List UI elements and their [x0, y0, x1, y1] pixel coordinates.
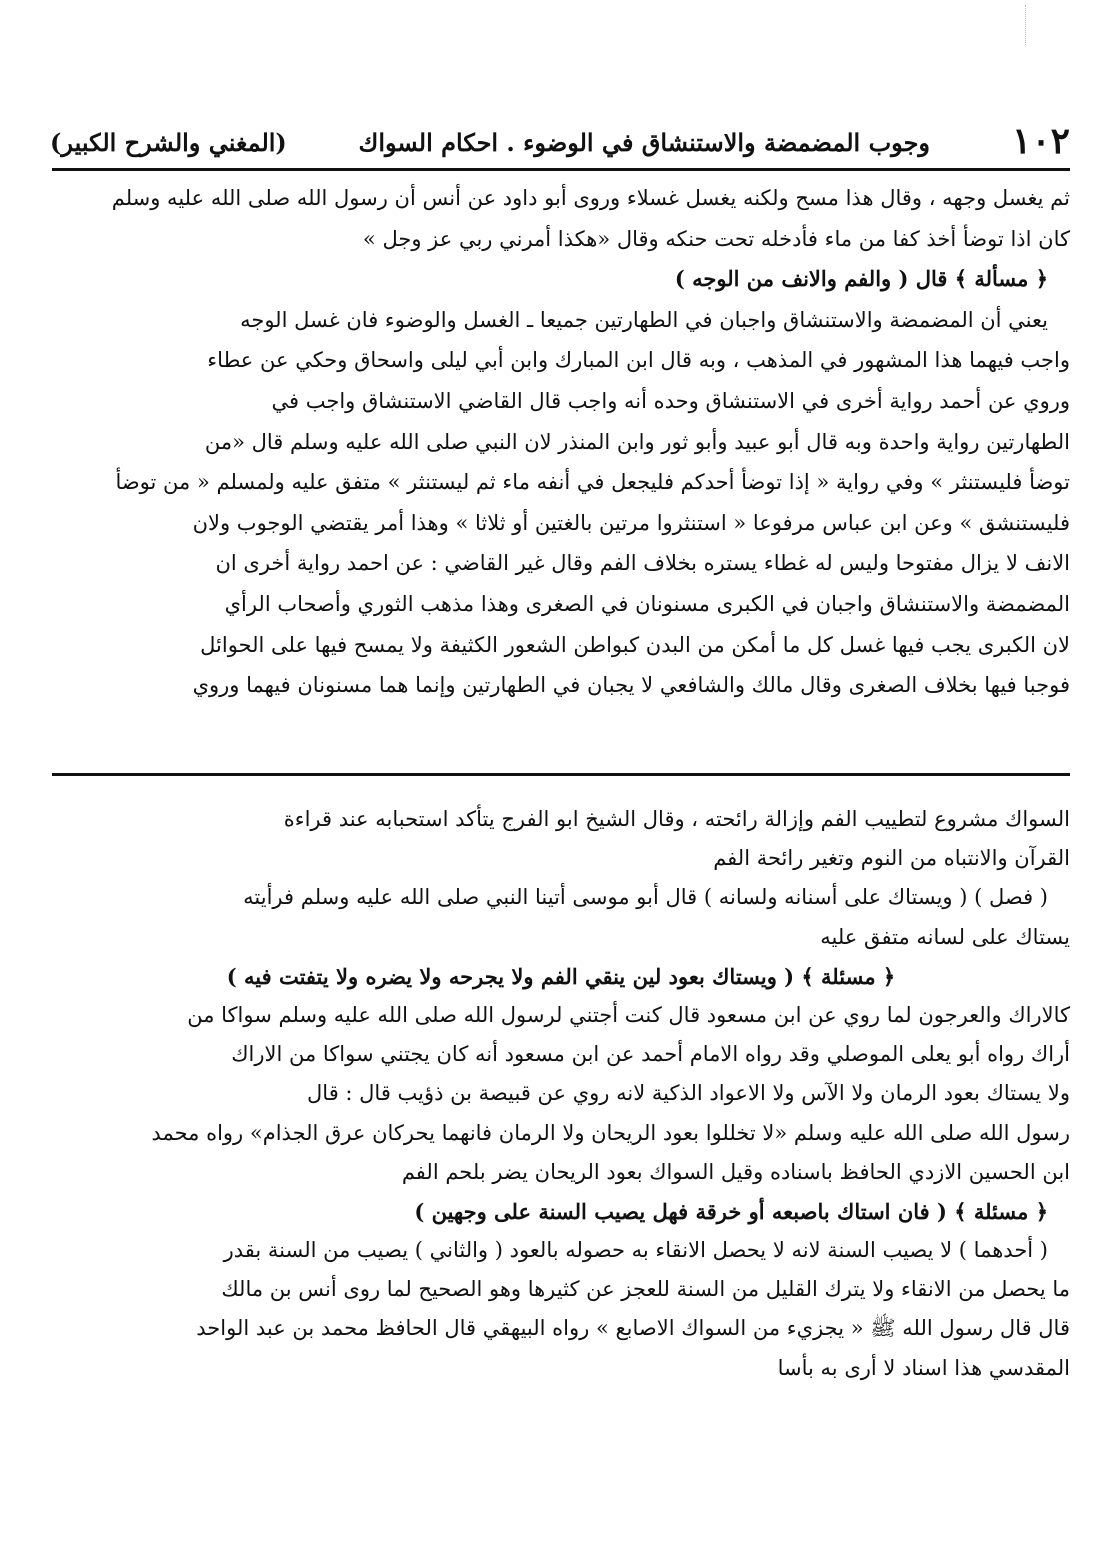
text-line: فوجبا فيها بخلاف الصغرى وقال مالك والشافعي لا يجبان في الطهارتين وإنما هما مسنونان فيهما وروي — [192, 673, 1070, 698]
text-line: ما يحصل من الانقاء ولا يترك القليل من السنة للعجز عن كثيرها وهو الصحيح لما روى أنس بن مالك — [221, 1277, 1070, 1302]
text-line: أراك رواه أبو يعلى الموصلي وقد رواه الامام أحمد عن ابن مسعود أنه كان يجتني سواكا من الاراك — [231, 1042, 1070, 1067]
text-line: ثم يغسل وجهه ، وقال هذا مسح ولكنه يغسل غسلاء وروى أبو داود عن أنس أن رسول الله صلى الله عليه وسلم — [111, 186, 1070, 210]
text-line: المقدسي هذا اسناد لا أرى به بأسا — [777, 1355, 1070, 1380]
text-line: السواك مشروع لتطييب الفم وإزالة رائحته ، وقال الشيخ ابو الفرج يتأكد استحبابه عند قراءة — [283, 807, 1070, 831]
header-rule — [52, 168, 1070, 171]
upper-text-block — [52, 178, 1070, 706]
text-line: كالاراك والعرجون لما روي عن ابن مسعود قال كنت أجتني لرسول الله صلى الله عليه وسلم سواكا من — [187, 1002, 1070, 1027]
book-title: (المغني والشرح الكبير) — [50, 128, 287, 157]
text-line: واجب فيهما هذا المشهور في المذهب ، وبه قال ابن المبارك وابن أبي ليلى واسحاق وحكي عن عطاء — [207, 348, 1070, 373]
section-heading: ﴿ مسئلة ﴾ ( ويستاك بعود لين ينقي الفم ولا يجرحه ولا يضره ولا يتفتت فيه ) — [226, 963, 896, 989]
text-line: يعني أن المضمضة والاستنشاق واجبان في الطهارتين جميعا ـ الغسل والوضوء فان غسل الوجه — [240, 307, 1048, 332]
text-line: توضأ فليستنثر » وفي رواية « إذا توضأ أحدكم فليجعل في أنفه ماء ثم ليستنثر » متفق عليه ولمسلم « من توضأ — [115, 470, 1070, 495]
running-title: وجوب المضمضة والاستنشاق في الوضوء . احكام السواك — [358, 128, 930, 157]
section-heading: ﴿ مسألة ﴾ قال ( والفم والانف من الوجه ) — [674, 266, 1048, 292]
text-line: وروي عن أحمد رواية أخرى في الاستنشاق وحده أنه واجب قال القاضي الاستنشاق واجب في — [271, 388, 1070, 413]
text-line: فليستنشق » وعن ابن عباس مرفوعا « استنثروا مرتين بالغتين أو ثلاثا » وهذا أمر يقتضي الوجوب ولان — [192, 510, 1070, 535]
page-number: ١٠٢ — [1011, 120, 1070, 162]
text-line: الانف لا يزال مفتوحا وليس له غطاء يستره بخلاف الفم وقال غير القاضي : عن احمد رواية أخرى ان — [215, 551, 1070, 576]
section-divider — [52, 773, 1070, 776]
text-line: الطهارتين رواية واحدة وبه قال أبو عبيد وأبو ثور وابن المنذر لان النبي صلى الله عليه وسلم قال «من — [204, 429, 1070, 454]
text-line: ( فصل ) ( ويستاك على أسنانه ولسانه ) قال أبو موسى أتينا النبي صلى الله عليه وسلم فرأيته — [243, 885, 1048, 910]
text-line: كان اذا توضأ أخذ كفا من ماء فأدخله تحت حنكه وقال «هكذا أمرني ربي عز وجل » — [362, 226, 1070, 251]
text-line: القرآن والانتباه من النوم وتغير رائحة الفم — [713, 846, 1070, 871]
text-line: ولا يستاك بعود الرمان ولا الآس ولا الاعواد الذكية لانه روي عن قبيصة بن ذؤيب قال : قال — [307, 1081, 1070, 1106]
text-line: رسول الله صلى الله عليه وسلم «لا تخللوا بعود الريحان ولا الرمان فانهما يحركان عرق الجذام» رواه محمد — [151, 1120, 1070, 1145]
text-line: ( أحدهما ) لا يصيب السنة لانه لا يحصل الانقاء به حصوله بالعود ( والثاني ) يصيب من السنة بقدر — [223, 1238, 1048, 1263]
page-header — [50, 118, 1070, 168]
text-line: ابن الحسين الازدي الحافظ باسناده وقيل السواك بعود الريحان يضر بلحم الفم — [401, 1159, 1070, 1184]
text-line: المضمضة والاستنشاق واجبان في الكبرى مسنونان في الصغرى وهذا مذهب الثوري وأصحاب الرأي — [224, 591, 1070, 616]
text-line: قال قال رسول الله ﷺ « يجزيء من السواك الاصابع » رواه البيهقي قال الحافظ محمد بن عبد الواحد — [196, 1316, 1070, 1341]
lower-text-block — [52, 800, 1070, 1388]
text-line: لان الكبرى يجب فيها غسل كل ما أمكن من البدن كبواطن الشعور الكثيفة ولا يمسح فيها على الحوائل — [200, 632, 1070, 657]
text-line: يستاك على لسانه متفق عليه — [820, 924, 1070, 949]
section-heading: ﴿ مسئلة ﴾ ( فان استاك باصبعه أو خرقة فهل يصيب السنة على وجهين ) — [414, 1198, 1048, 1224]
scan-edge-mark — [1023, 5, 1026, 45]
